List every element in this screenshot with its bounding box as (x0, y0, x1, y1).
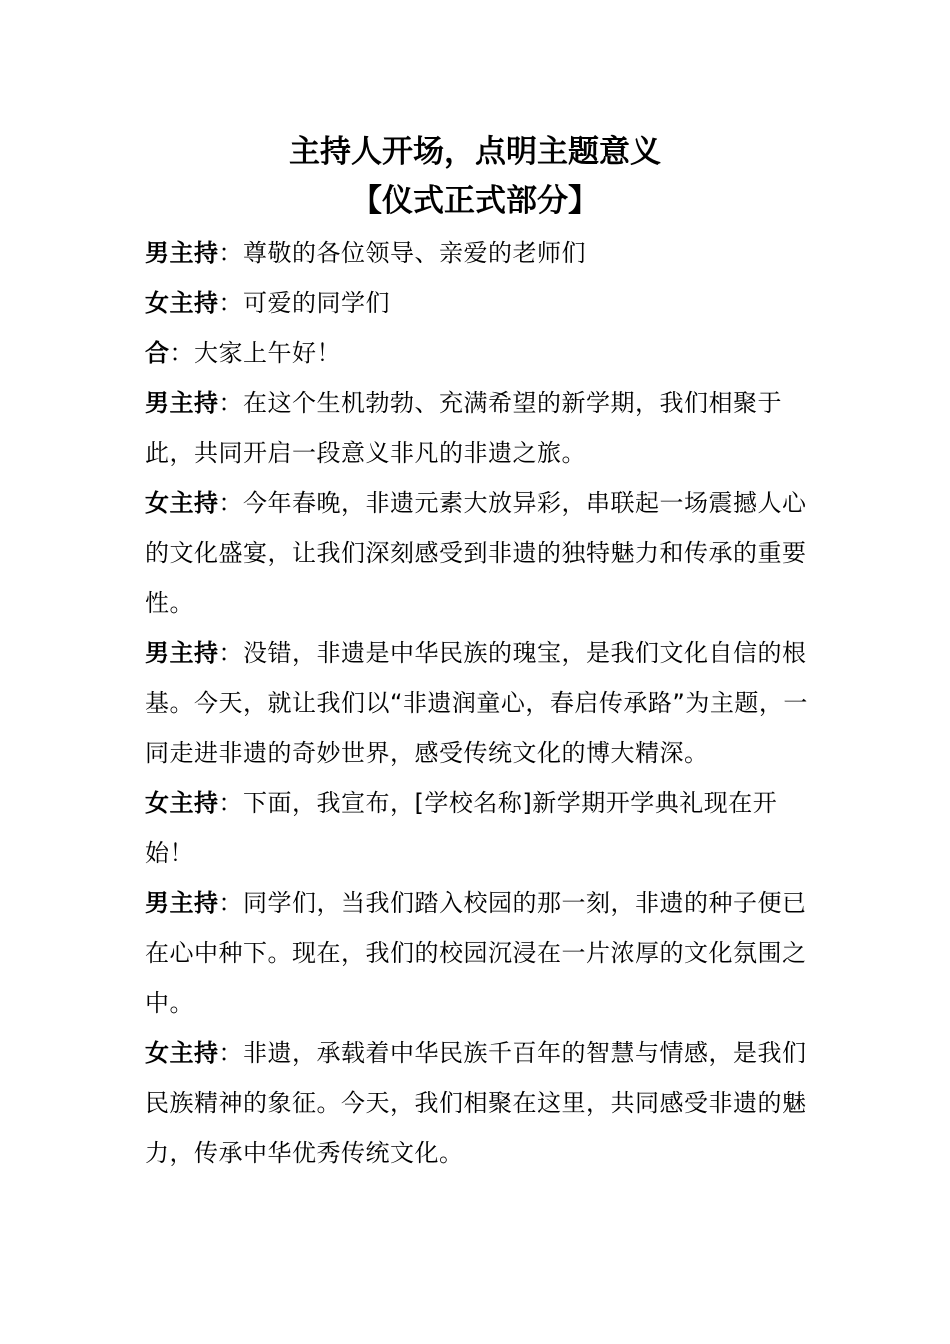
script-paragraph (145, 628, 810, 778)
paragraph-text: 非遗，承载着中华民族千百年的智慧与情感，是我们民族精神的象征。今天，我们相聚在这里，共同感受非遗的魅力，传承中华优秀传统文化。 (145, 1039, 807, 1167)
separator: ： (218, 789, 243, 817)
paragraph-text: 在这个生机勃勃、充满希望的新学期，我们相聚于此，共同开启一段意义非凡的非遗之旅。 (145, 389, 782, 467)
script-paragraph (145, 228, 810, 278)
speaker-label: 男主持 (145, 889, 219, 917)
speaker-label: 合 (145, 339, 170, 367)
separator: ： (218, 239, 243, 267)
speaker-label: 女主持 (145, 789, 219, 817)
separator: ： (218, 639, 243, 667)
paragraph-text: 尊敬的各位领导、亲爱的老师们 (243, 239, 586, 267)
speaker-label: 男主持 (145, 389, 219, 417)
paragraph-text: 下面，我宣布，[学校名称]新学期开学典礼现在开始！ (145, 789, 778, 867)
paragraph-text: 今年春晚，非遗元素大放异彩，串联起一场震撼人心的文化盛宴，让我们深刻感受到非遗的独特魅力和传承的重要性。 (145, 489, 807, 617)
separator: ： (169, 339, 194, 367)
script-paragraph (145, 378, 810, 478)
script-body (145, 228, 810, 1178)
separator: ： (218, 1039, 243, 1067)
script-paragraph (145, 278, 810, 328)
paragraph-text: 没错，非遗是中华民族的瑰宝，是我们文化自信的根基。今天，就让我们以“非遗润童心，春启传承路”为主题，一同走进非遗的奇妙世界，感受传统文化的博大精深。 (145, 639, 808, 767)
speaker-label: 男主持 (145, 639, 219, 667)
script-paragraph (145, 878, 810, 1028)
speaker-label: 女主持 (145, 1039, 219, 1067)
document-subtitle: 【仪式正式部分】 (351, 183, 599, 219)
paragraph-text: 同学们，当我们踏入校园的那一刻，非遗的种子便已在心中种下。现在，我们的校园沉浸在一片浓厚的文化氛围之中。 (145, 889, 807, 1017)
speaker-label: 女主持 (145, 489, 219, 517)
speaker-label: 男主持 (145, 239, 219, 267)
separator: ： (218, 389, 243, 417)
separator: ： (218, 289, 243, 317)
script-paragraph (145, 328, 810, 378)
separator: ： (218, 889, 243, 917)
paragraph-text: 大家上午好！ (194, 339, 341, 367)
paragraph-text: 可爱的同学们 (243, 289, 390, 317)
script-paragraph (145, 478, 810, 628)
document-title: 主持人开场，点明主题意义 (289, 134, 661, 170)
separator: ： (218, 489, 243, 517)
script-paragraph (145, 778, 810, 878)
script-paragraph (145, 1028, 810, 1178)
speaker-label: 女主持 (145, 289, 219, 317)
